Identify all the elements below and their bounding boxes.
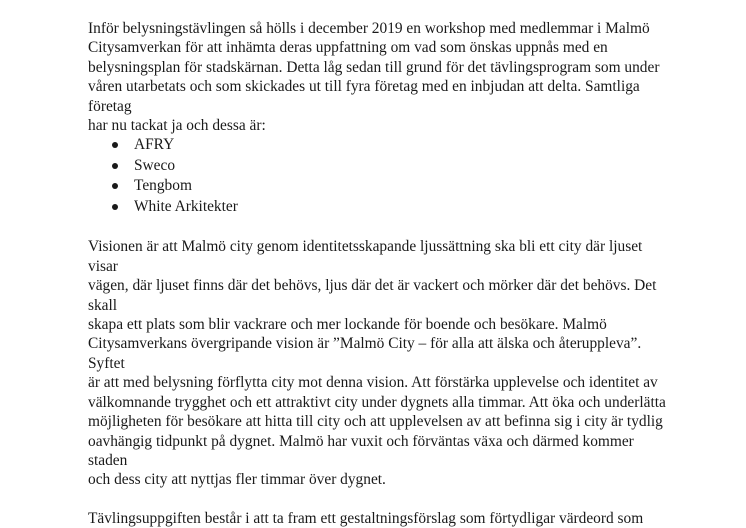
intro-line: har nu tackat ja och dessa är: (88, 117, 266, 135)
task-paragraph (88, 509, 668, 528)
vision-line: möjligheten för besökare att hitta till city och att upplevelsen av att befinna sig i city är tydlig (88, 413, 663, 431)
intro-line: våren utarbetats och som skickades ut till fyra företag med en inbjudan att delta. Samtliga företag (88, 78, 640, 115)
intro-paragraph (88, 19, 668, 135)
bullet-icon (112, 142, 118, 148)
bullet-icon (112, 183, 118, 189)
company-name: Tengbom (134, 177, 192, 195)
company-name: White Arkitekter (134, 197, 238, 215)
vision-line: Citysamverkans övergripande vision är ”Malmö City – för alla att älska och återuppleva”. Syftet (88, 335, 642, 372)
list-item (88, 156, 668, 177)
bullet-icon (112, 204, 118, 210)
vision-line: välkomnande trygghet och ett attraktivt city under dygnets alla timmar. Att öka och underlätta (88, 393, 666, 411)
vision-line: är att med belysning förflytta city mot denna vision. Att förstärka upplevelse och identitet av (88, 374, 658, 392)
document-page (88, 19, 668, 528)
intro-line: belysningsplan för stadskärnan. Detta låg sedan till grund för det tävlingsprogram som under (88, 58, 660, 76)
intro-line: Citysamverkan för att inhämta deras uppfattning om vad som önskas uppnås med en (88, 39, 608, 57)
list-item (88, 176, 668, 197)
task-line: Tävlingsuppgiften består i att ta fram ett gestaltningsförslag som förtydligar värdeord som (88, 509, 644, 527)
company-list (88, 135, 668, 217)
list-item (88, 135, 668, 156)
vision-paragraph (88, 237, 668, 489)
vision-line: och dess city att nyttjas fler timmar över dygnet. (88, 471, 386, 489)
vision-line: Visionen är att Malmö city genom identitetsskapande ljussättning ska bli ett city där ljuset visar (88, 238, 643, 275)
vision-line: vägen, där ljuset finns där det behövs, ljus där det är vackert och mörker där det behövs. Det skall (88, 277, 657, 314)
list-item (88, 197, 668, 218)
company-name: AFRY (134, 136, 175, 154)
intro-line: Inför belysningstävlingen så hölls i december 2019 en workshop med medlemmar i Malmö (88, 20, 650, 37)
vision-line: oavhängig tidpunkt på dygnet. Malmö har vuxit och förväntas växa och därmed kommer staden (88, 432, 634, 469)
company-name: Sweco (134, 156, 176, 174)
bullet-icon (112, 163, 118, 169)
vision-line: skapa ett plats som blir vackrare och mer lockande för boende och besökare. Malmö (88, 316, 607, 334)
